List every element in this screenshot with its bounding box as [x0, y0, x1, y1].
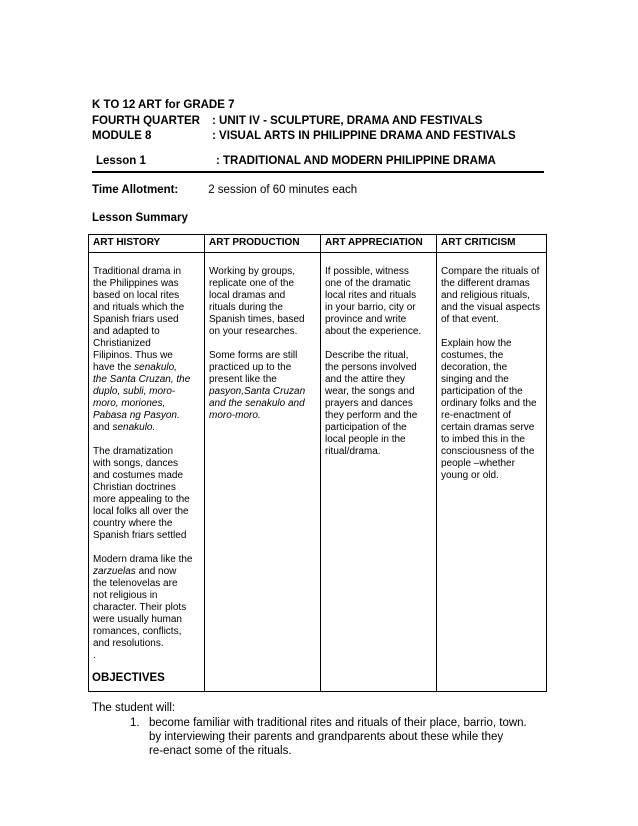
cell-art-criticism [437, 253, 547, 692]
time-allotment [92, 184, 357, 196]
history-text: and [93, 422, 113, 433]
header-divider [92, 171, 544, 173]
history-italic-text: senakulo, [134, 362, 177, 373]
objectives-list [130, 716, 560, 758]
appreciation-paragraph-2: Describe the ritual, the persons involved and the attire they wear, the songs and prayers and dances they perform and the participation of the local people in the ritual/drama. [325, 350, 418, 457]
list-item [130, 716, 560, 758]
history-trailing-dot: . [93, 650, 96, 661]
time-allotment-value: 2 session of 60 minutes each [208, 184, 358, 196]
lesson-label: Lesson 1 [96, 154, 146, 167]
table-header-row [89, 235, 547, 253]
course-title: K TO 12 ART for GRADE 7 [92, 99, 235, 111]
cell-art-production [205, 253, 321, 692]
history-text: Traditional drama in the Philippines was based on local rites and rituals which the Spanish friars used and adapted to Christianized Filipinos. Thus we have the [93, 266, 185, 373]
history-text: and now the telenovelas are not religious in character. Their plots were usually human romances, conflicts, and resolutions. [93, 566, 187, 649]
column-header-art-production: ART PRODUCTION [205, 235, 321, 253]
cell-art-appreciation [321, 253, 437, 692]
objective-text: become familiar with traditional rites and rituals of their place, barrio, town. by interviewing their parents and grandparents about these while they re-enact some of the rituals. [149, 717, 527, 757]
header-quarter-line [92, 114, 552, 130]
production-paragraph-2 [209, 350, 316, 422]
cell-art-history [89, 253, 205, 692]
history-italic-text: the Santa Cruzan, the duplo, subli, moro- moro, moriones, Pabasa ng Pasyon. [93, 374, 191, 421]
time-allotment-label: Time Allotment: [92, 184, 179, 196]
history-text: Modern drama like the [93, 554, 193, 565]
lesson-summary-table [88, 234, 547, 692]
quarter-value: : UNIT IV - SCULPTURE, DRAMA AND FESTIVALS [212, 114, 483, 127]
module-value: : VISUAL ARTS IN PHILIPPINE DRAMA AND FESTIVALS [212, 130, 516, 142]
history-paragraph-1 [93, 266, 200, 434]
production-paragraph-1: Working by groups, replicate one of the local dramas and rituals during the Spanish times, based on your researches. [209, 266, 305, 337]
header-course-line [92, 98, 552, 114]
criticism-paragraph-2: Explain how the costumes, the decoration, the singing and the participation of the ordinary folks and the re-enactment of certain dramas serve to imbed this in the consciousness of the people –whether young or old. [441, 338, 537, 481]
appreciation-paragraph-1: If possible, witness one of the dramatic local rites and rituals in your barrio, city or province and write about the experience. [325, 266, 422, 337]
header-module-line [92, 129, 552, 145]
column-header-art-criticism: ART CRITICISM [437, 235, 547, 253]
header-lesson-line [92, 154, 552, 170]
objectives-heading: OBJECTIVES [92, 672, 165, 684]
production-italic-text: pasyon,Santa Cruzan and the senakulo and moro-moro. [209, 386, 306, 421]
history-italic-text: zarzuelas [93, 566, 136, 577]
column-header-art-history: ART HISTORY [89, 235, 205, 253]
table-row [89, 253, 547, 692]
quarter-label: FOURTH QUARTER [92, 114, 200, 127]
objectives-intro: The student will: [92, 702, 176, 714]
column-header-art-appreciation: ART APPRECIATION [321, 235, 437, 253]
criticism-paragraph-1: Compare the rituals of the different dramas and religious rituals, and the visual aspects of that event. [441, 266, 540, 325]
module-label: MODULE 8 [92, 130, 152, 142]
objective-number: 1. [130, 717, 140, 729]
module-header [92, 98, 552, 169]
lesson-value: : TRADITIONAL AND MODERN PHILIPPINE DRAMA [216, 154, 496, 167]
lesson-summary-title: Lesson Summary [92, 212, 188, 224]
history-italic-text: senakulo. [112, 422, 156, 433]
history-paragraph-3 [93, 554, 200, 650]
history-paragraph-2: The dramatization with songs, dances and costumes made Christian doctrines more appealing to the local folks all over the country where the Spanish friars settled [93, 446, 190, 541]
production-text: Some forms are still practiced up to the present like the [209, 350, 298, 385]
